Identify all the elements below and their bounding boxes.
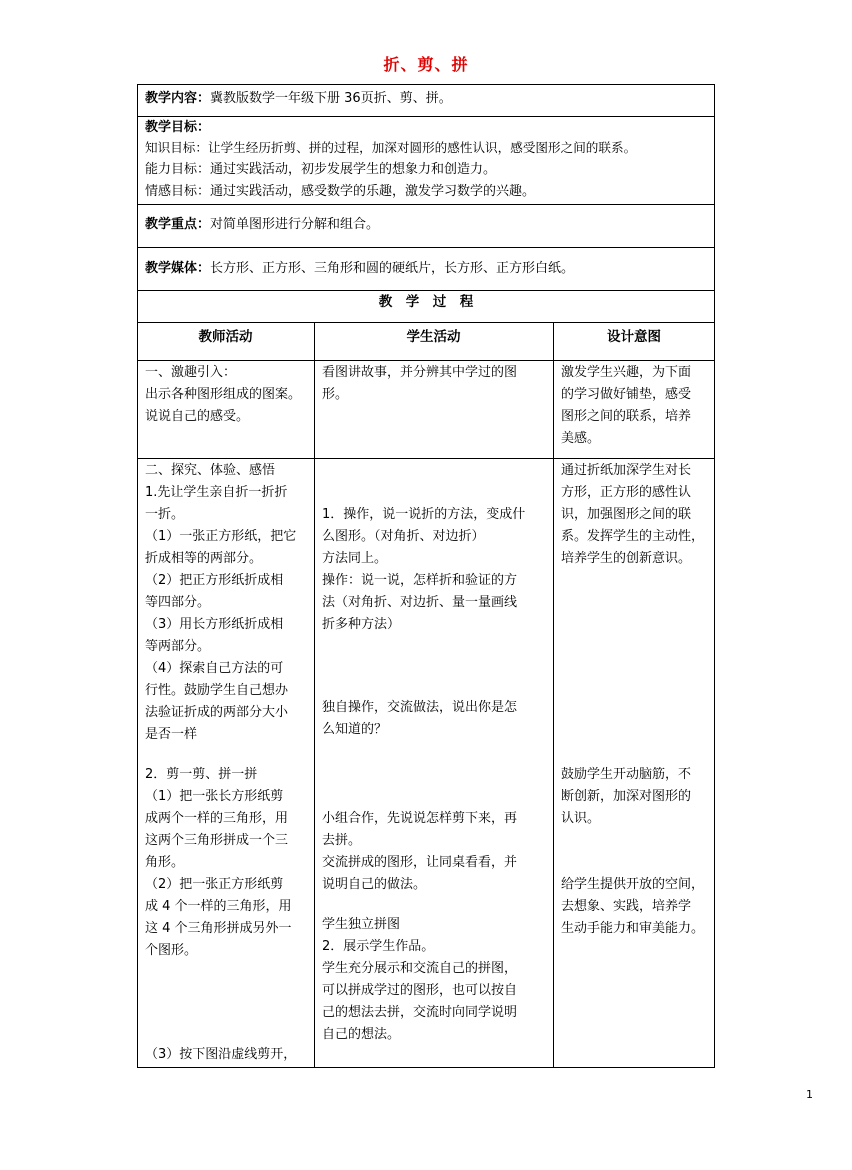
content-row bbox=[145, 88, 452, 110]
text-line: （3）按下图沿虚线剪开， bbox=[145, 1047, 297, 1062]
text-line: 行性。鼓励学生自己想办 bbox=[145, 683, 289, 698]
text-line: 学生独立拼图 bbox=[322, 917, 401, 932]
text-line: （3）用长方形纸折成相 bbox=[145, 617, 284, 632]
text-line: 通过折纸加深学生对长 bbox=[561, 463, 692, 478]
text-line: 个图形。 bbox=[145, 943, 198, 958]
text-line: （2）把一张正方形纸剪 bbox=[145, 877, 284, 892]
text-line: 折成相等的两部分。 bbox=[145, 551, 263, 566]
text-line: 这 4 个三角形拼成另外一 bbox=[145, 921, 292, 936]
text-line: 交流拼成的图形，让同桌看看，并 bbox=[322, 855, 518, 870]
text-line: 给学生提供开放的空间， bbox=[561, 877, 705, 892]
goal-knowledge: 知识目标：让学生经历折剪、拼的过程，加深对圆形的感性认识，感受图形之间的联系。 bbox=[145, 140, 637, 155]
text-line: 识，加强图形之间的联 bbox=[561, 507, 692, 522]
goal-emotion: 情感目标：通过实践活动，感受数学的乐趣，激发学习数学的兴趣。 bbox=[145, 184, 536, 199]
text-line: 培养学生的创新意识。 bbox=[561, 551, 692, 566]
text-line: 二、探究、体验、感悟 bbox=[145, 463, 276, 478]
text-line: 2．剪一剪、拼一拼 bbox=[145, 767, 258, 782]
text-line: 自己的想法。 bbox=[322, 1027, 401, 1042]
row-divider bbox=[137, 204, 715, 205]
text-line: 方形，正方形的感性认 bbox=[561, 485, 692, 500]
text-line: 可以拼成学过的图形，也可以按自 bbox=[322, 983, 518, 998]
text-line: 法验证折成的两部分大小 bbox=[145, 705, 289, 720]
text-line: 己的想法去拼，交流时向同学说明 bbox=[322, 1005, 518, 1020]
row-divider bbox=[137, 322, 715, 323]
text-line: 系。发挥学生的主动性， bbox=[561, 529, 705, 544]
text-line: 等四部分。 bbox=[145, 595, 211, 610]
text-line: 断创新，加深对图形的 bbox=[561, 789, 692, 804]
text-line: 小组合作，先说说怎样剪下来，再 bbox=[322, 811, 518, 826]
text-line: 等两部分。 bbox=[145, 639, 211, 654]
text-line: 折多种方法） bbox=[322, 617, 401, 632]
text-line: 说明自己的做法。 bbox=[322, 877, 427, 892]
content-label: 教学内容： bbox=[145, 91, 211, 106]
row-divider bbox=[137, 290, 715, 291]
text-line: （1）一张正方形纸，把它 bbox=[145, 529, 297, 544]
text-line: 方法同上。 bbox=[322, 551, 388, 566]
text-line: 形。 bbox=[322, 387, 349, 402]
keypoints-row bbox=[145, 214, 379, 236]
row-divider bbox=[137, 458, 715, 459]
text-line: 么知道的？ bbox=[322, 722, 388, 737]
text-line: 这两个三角形拼成一个三 bbox=[145, 833, 289, 848]
text-line: （4）探索自己方法的可 bbox=[145, 661, 284, 676]
text-line: 1．操作，说一说折的方法，变成什 bbox=[322, 507, 526, 522]
content-text: 冀教版数学一年级下册 36页折、剪、拼。 bbox=[210, 91, 452, 106]
text-line: 认识。 bbox=[561, 811, 601, 826]
text-line: 法（对角折、对边折、量一量画线 bbox=[322, 595, 518, 610]
row-divider bbox=[137, 116, 715, 117]
goal-ability: 能力目标：通过实践活动，初步发展学生的想象力和创造力。 bbox=[145, 162, 497, 177]
text-line: 图形之间的联系，培养 bbox=[561, 409, 692, 424]
keypoints-label: 教学重点： bbox=[145, 217, 211, 232]
text-line: 美感。 bbox=[561, 431, 601, 446]
text-line: 操作：说一说，怎样折和验证的方 bbox=[322, 573, 518, 588]
text-line: 出示各种图形组成的图案。 bbox=[145, 387, 302, 402]
text-line: 一折。 bbox=[145, 507, 185, 522]
media-label: 教学媒体： bbox=[145, 261, 211, 276]
page-number: 1 bbox=[806, 1088, 813, 1101]
text-line: 成两个一样的三角形，用 bbox=[145, 811, 289, 826]
text-line: （2）把正方形纸折成相 bbox=[145, 573, 284, 588]
text-line: 激发学生兴趣，为下面 bbox=[561, 365, 692, 380]
text-line: 2．展示学生作品。 bbox=[322, 939, 435, 954]
text-line: 角形。 bbox=[145, 855, 185, 870]
row-divider bbox=[137, 360, 715, 361]
text-line: 生动手能力和审美能力。 bbox=[561, 921, 705, 936]
text-line: 学生充分展示和交流自己的拼图， bbox=[322, 961, 518, 976]
text-line: （1）把一张长方形纸剪 bbox=[145, 789, 284, 804]
text-line: 去拼。 bbox=[322, 833, 362, 848]
text-line: 独自操作，交流做法，说出你是怎 bbox=[322, 700, 518, 715]
media-text: 长方形、正方形、三角形和圆的硬纸片，长方形、正方形白纸。 bbox=[210, 261, 575, 276]
text-line: 鼓励学生开动脑筋，不 bbox=[561, 767, 692, 782]
col-teacher-header: 教师活动 bbox=[198, 329, 253, 345]
goals-label: 教学目标： bbox=[145, 120, 211, 135]
col-design-header: 设计意图 bbox=[607, 329, 661, 345]
keypoints-text: 对简单图形进行分解和组合。 bbox=[210, 217, 380, 232]
process-heading: 教 学 过 程 bbox=[378, 294, 474, 310]
document-title: 折、剪、拼 bbox=[383, 55, 469, 74]
text-line: 是否一样 bbox=[145, 727, 198, 742]
text-line: 成 4 个一样的三角形，用 bbox=[145, 899, 292, 914]
text-line: 说说自己的感受。 bbox=[145, 409, 250, 424]
col-student-header: 学生活动 bbox=[406, 329, 461, 345]
text-line: 1.先让学生亲自折一折折 bbox=[145, 485, 288, 500]
text-line: 看图讲故事，并分辨其中学过的图 bbox=[322, 365, 518, 380]
text-line: 的学习做好铺垫，感受 bbox=[561, 387, 692, 402]
column-divider bbox=[314, 322, 315, 1068]
text-line: 去想象、实践，培养学 bbox=[561, 899, 692, 914]
media-row bbox=[145, 258, 574, 280]
text-line: 么图形。（对角折、对边折） bbox=[322, 529, 485, 544]
row-divider bbox=[137, 247, 715, 248]
column-divider bbox=[553, 322, 554, 1068]
text-line: 一、激趣引入： bbox=[145, 365, 237, 380]
